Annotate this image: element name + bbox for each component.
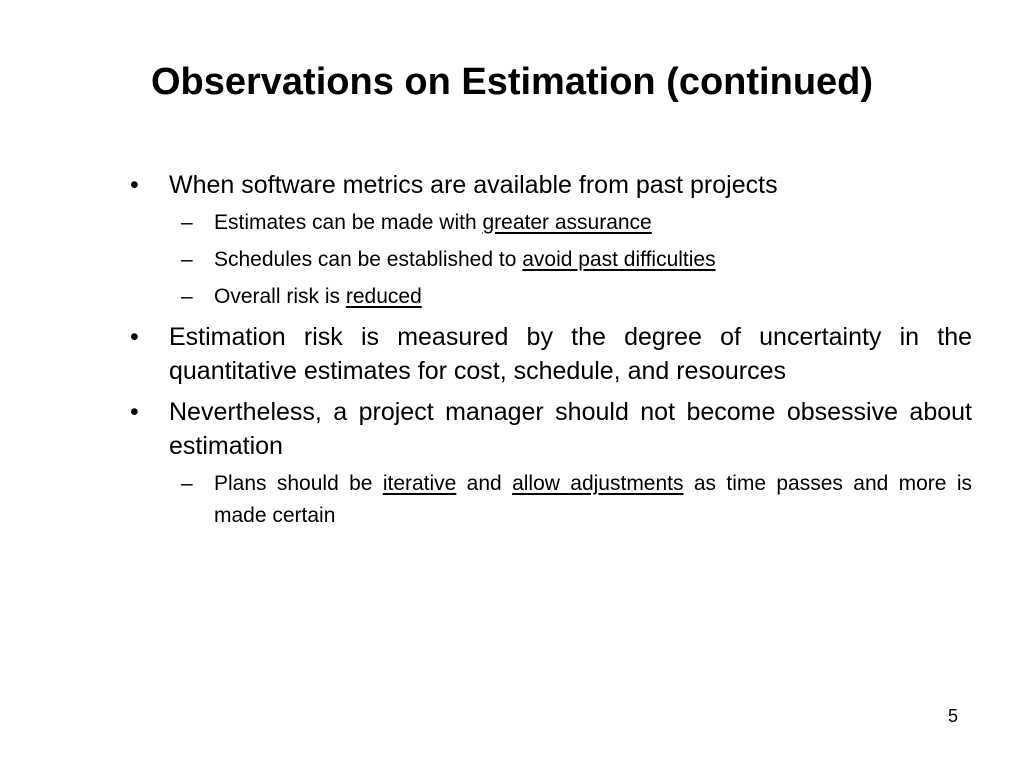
sub-bullet-list bbox=[169, 468, 972, 532]
underlined-phrase: avoid past difficulties bbox=[522, 248, 716, 271]
underlined-phrase: reduced bbox=[345, 285, 422, 308]
slide-title: Observations on Estimation (continued) bbox=[150, 61, 874, 103]
bullet-marker: • bbox=[130, 398, 139, 426]
bullet-marker: • bbox=[130, 171, 139, 199]
sub-bullet-list bbox=[169, 207, 972, 313]
sub-bullet-text: and bbox=[456, 472, 513, 495]
underlined-phrase: allow adjustments bbox=[512, 472, 684, 495]
underlined-phrase: greater assurance bbox=[482, 211, 652, 234]
bullet-marker: • bbox=[130, 323, 139, 351]
sub-bullet-item bbox=[169, 207, 972, 239]
bullet-item bbox=[128, 395, 972, 532]
bullet-text: Estimation risk is measured by the degree of uncertainty in the quantitative estimates for cost, schedule, and resources bbox=[169, 323, 972, 385]
sub-bullet-text: as time passes and more is made certain bbox=[214, 472, 972, 527]
bullet-list bbox=[128, 168, 972, 532]
sub-bullet-text: Overall risk is bbox=[214, 285, 346, 308]
bullet-item bbox=[128, 168, 972, 313]
sub-bullet-item bbox=[169, 468, 972, 532]
sub-bullet-text: Estimates can be made with bbox=[214, 211, 483, 234]
bullet-text: Nevertheless, a project manager should not become obsessive about estimation bbox=[169, 398, 972, 460]
sub-bullet-marker: – bbox=[181, 248, 193, 271]
bullet-text: When software metrics are available from past projects bbox=[169, 171, 778, 199]
bullet-item bbox=[128, 320, 972, 388]
sub-bullet-item bbox=[169, 244, 972, 276]
sub-bullet-marker: – bbox=[181, 211, 193, 234]
underlined-phrase: iterative bbox=[382, 472, 457, 495]
sub-bullet-text: Plans should be bbox=[214, 472, 383, 495]
sub-bullet-item bbox=[169, 281, 972, 313]
page-number: 5 bbox=[948, 706, 959, 726]
sub-bullet-marker: – bbox=[181, 472, 193, 495]
sub-bullet-text: Schedules can be established to bbox=[214, 248, 523, 271]
sub-bullet-marker: – bbox=[181, 285, 193, 308]
